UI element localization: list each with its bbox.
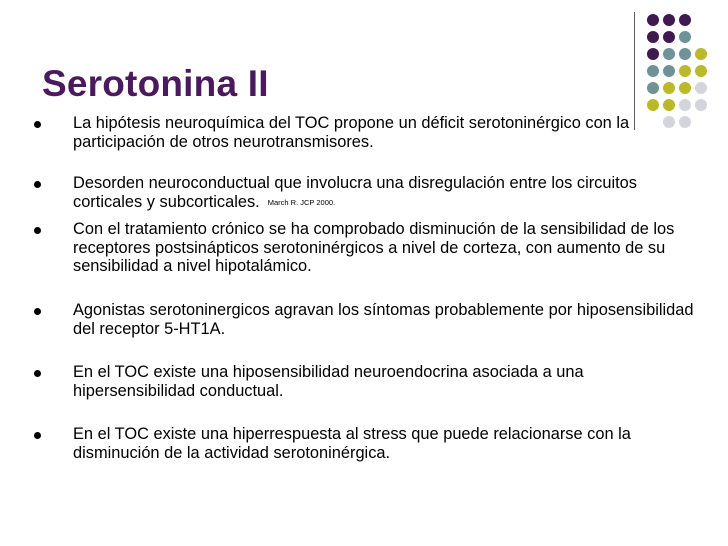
bullet-dot-icon [34, 308, 41, 315]
decorative-dot [663, 48, 675, 60]
decorative-dot [695, 99, 707, 111]
decorative-dot [663, 14, 675, 26]
decorative-dot [679, 48, 691, 60]
bullet-text: Agonistas serotoninergicos agravan los síntomas probablemente por hiposensibilidad del receptor 5-HT1A. [73, 301, 694, 338]
decorative-dot [663, 99, 675, 111]
decorative-dot [647, 82, 659, 94]
bullet-text: Desorden neuroconductual que involucra una disregulación entre los circuitos corticales y subcorticales. March R. JCP 2000. [73, 174, 637, 211]
decorative-dot [663, 82, 675, 94]
bullet-text: En el TOC existe una hiperrespuesta al stress que puede relacionarse con la disminución de la actividad serotoninérgica. [73, 425, 631, 462]
decorative-dot [663, 31, 675, 43]
decorative-dot [695, 82, 707, 94]
bullet-dot-icon [34, 121, 41, 128]
decorative-dot [679, 99, 691, 111]
bullet-dot-icon [34, 227, 41, 234]
decorative-dot [647, 48, 659, 60]
decorative-dot [695, 48, 707, 60]
decorative-dot [679, 31, 691, 43]
vertical-divider [634, 12, 635, 130]
decorative-dot [679, 82, 691, 94]
decorative-dot [647, 31, 659, 43]
bullet-dot-icon [34, 432, 41, 439]
decorative-dot [647, 99, 659, 111]
bullet-text: En el TOC existe una hiposensibilidad neuroendocrina asociada a una hipersensibilidad conductual. [73, 363, 584, 400]
bullet-text: La hipótesis neuroquímica del TOC propone un déficit serotoninérgico con la participación de otros neurotransmisores. [73, 114, 630, 151]
decorative-dot [679, 14, 691, 26]
decorative-dot [663, 65, 675, 77]
bullet-dot-icon [34, 370, 41, 377]
decorative-dot [647, 65, 659, 77]
slide-title: Serotonina II [42, 63, 269, 104]
decorative-dot [647, 14, 659, 26]
bullet-text: Con el tratamiento crónico se ha comprobado disminución de la sensibilidad de los receptores postsinápticos serotoninérgicos a nivel de corteza, con aumento de su sensibilidad a nivel hipotalámico. [73, 220, 675, 275]
decorative-dot [679, 65, 691, 77]
citation: March R. JCP 2000. [267, 197, 336, 207]
decorative-dot [695, 65, 707, 77]
bullet-dot-icon [34, 181, 41, 188]
